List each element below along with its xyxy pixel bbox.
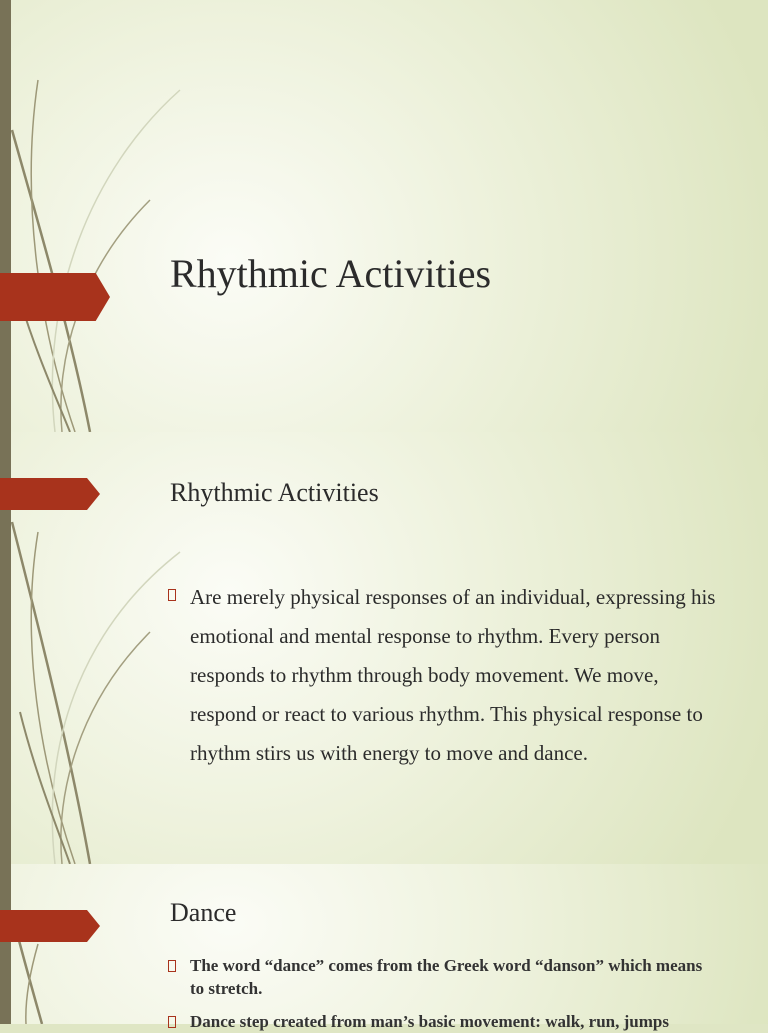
slide-1-title: Rhythmic Activities	[170, 251, 492, 296]
accent-arrow	[0, 910, 100, 942]
slide-2-bullet-1: Are merely physical responses of an individual, expressing his emotional and mental response to rhythm. Every person responds to rhythm through body movement. We move, respond or react to various rhythm. This physical response to rhythm stirs us with energy to move and dance.	[190, 585, 716, 765]
bullet-marker-icon	[168, 960, 176, 972]
bullet-marker-icon	[168, 1016, 176, 1028]
slide-1	[0, 0, 768, 432]
accent-arrow	[0, 273, 110, 321]
accent-arrow	[0, 478, 100, 510]
decorative-swoosh-lines	[0, 864, 200, 1024]
bullet-marker-icon	[168, 589, 176, 601]
slide-3	[0, 864, 768, 1024]
slide-3-bullet-2: Dance step created from man’s basic movement: walk, run, jumps	[190, 1012, 669, 1031]
slide-3-bullet-1: The word “dance” comes from the Greek word “danson” which means to stretch.	[190, 956, 703, 998]
decorative-swoosh-lines	[0, 0, 200, 432]
slide-3-title: Dance	[170, 898, 237, 927]
slide-2-title: Rhythmic Activities	[170, 478, 379, 507]
